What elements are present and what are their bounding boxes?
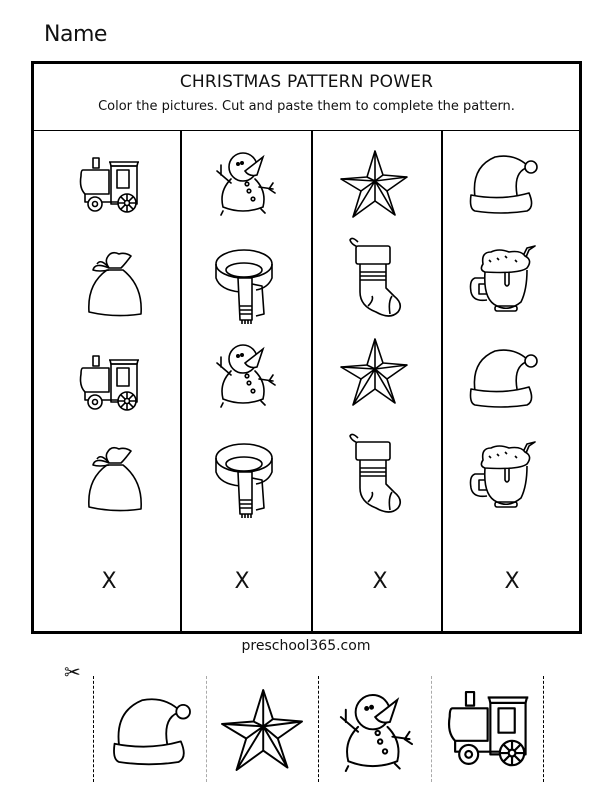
gift-bag-icon [80,244,150,324]
worksheet-title: CHRISTMAS PATTERN POWER [179,72,434,92]
worksheet-instructions: Color the pictures. Cut and paste them to complete the pattern. [98,99,515,114]
train-icon [70,146,150,226]
stocking-icon [334,230,414,326]
snowman-icon [204,144,284,224]
cut-line [318,676,319,782]
cutout-snowman-icon[interactable] [326,680,422,786]
scissors-icon: ✂ [64,660,81,684]
column-divider [311,131,313,631]
cut-line [206,676,207,782]
cut-line [543,676,544,782]
answer-slot-4[interactable]: X [504,569,520,594]
gift-bag-icon [80,439,150,519]
cutout-santa-hat-icon[interactable] [102,680,198,780]
cut-line [431,676,432,782]
cutout-train-icon[interactable] [439,680,539,780]
train-icon [70,344,150,424]
worksheet-frame [31,61,582,634]
answer-slot-3[interactable]: X [372,569,388,594]
scarf-icon [204,436,284,524]
hot-cocoa-icon [462,236,542,320]
cutout-star-icon[interactable] [214,680,310,780]
star-icon [334,144,414,224]
answer-slot-1[interactable]: X [101,569,117,594]
column-divider [180,131,182,631]
answer-slot-2[interactable]: X [234,569,250,594]
cut-line [93,676,94,782]
column-divider [441,131,443,631]
snowman-icon [204,336,284,416]
santa-hat-icon [462,146,542,220]
hot-cocoa-icon [462,432,542,516]
star-icon [334,332,414,412]
stocking-icon [334,426,414,522]
name-label: Name [44,22,107,47]
website-credit: preschool365.com [241,638,371,654]
santa-hat-icon [462,340,542,414]
scarf-icon [204,242,284,330]
worksheet-header [34,64,579,131]
